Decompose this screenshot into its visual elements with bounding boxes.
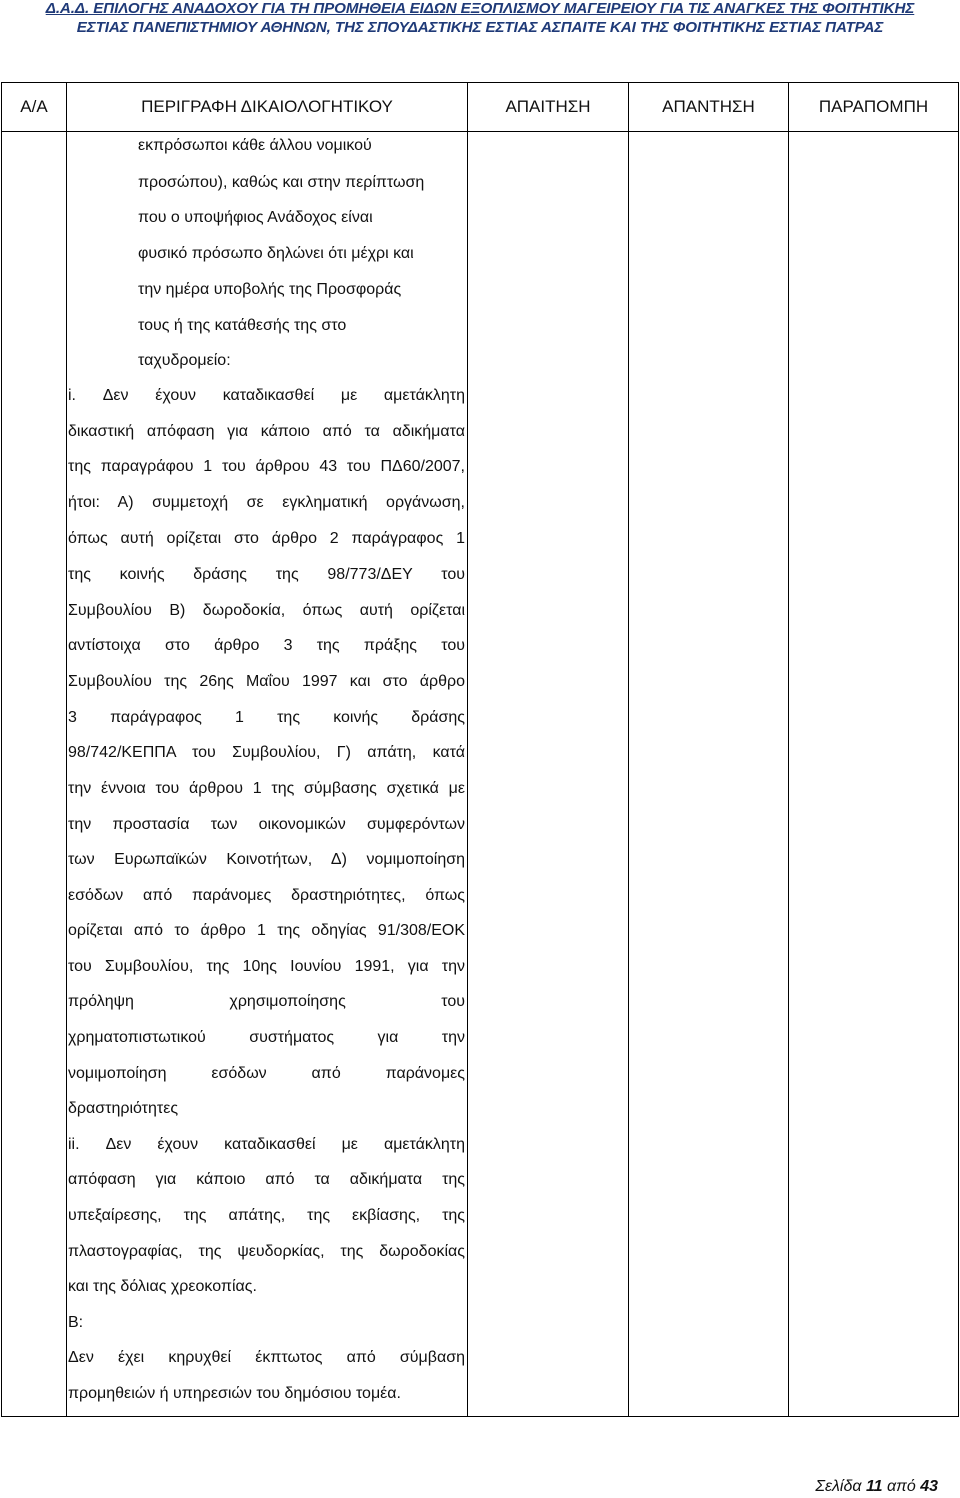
column-header-reference: ΠΑΡΑΠΟΜΠΗ [818, 97, 929, 116]
page-number-footer [815, 1478, 938, 1496]
description-line: φυσικό πρόσωπο δηλώνει ότι μέχρι και [138, 245, 414, 262]
description-line: i. Δεν έχουν καταδικασθεί με αμετάκλητη [68, 387, 465, 404]
column-header-answer: ΑΠΑΝΤΗΣΗ [662, 97, 755, 116]
column-header-aa: Α/Α [20, 97, 48, 116]
current-page-number: 11 [865, 1478, 883, 1495]
description-line: των Ευρωπαϊκών Κοινοτήτων, Δ) νομιμοποίηση [68, 851, 465, 868]
description-line: προσώπου), καθώς και στην περίπτωση [138, 174, 425, 191]
description-line: χρηματοπιστωτικού συστήματος για την [68, 1029, 465, 1046]
description-line: της παραγράφου 1 του άρθρου 43 του ΠΔ60/2007, [68, 458, 465, 475]
column-header-requirement: ΑΠΑΙΤΗΣΗ [505, 97, 591, 116]
description-line: ορίζεται από το άρθρο 1 της οδηγίας 91/308/ΕΟΚ [68, 922, 465, 939]
description-line: πρόληψη χρησιμοποίησης του [68, 993, 465, 1010]
footer-prefix: Σελίδα [815, 1478, 862, 1495]
description-line: όπως αυτή ορίζεται στο άρθρο 2 παράγραφος 1 [68, 530, 465, 547]
description-line: δικαστική απόφαση για κάποιο από τα αδικήματα [68, 423, 465, 440]
description-line: ταχυδρομείο: [138, 352, 231, 369]
description-line: Δεν έχει κηρυχθεί έκπτωτος από σύμβαση [68, 1349, 465, 1366]
description-line: την ημέρα υποβολής της Προσφοράς [138, 281, 402, 298]
description-line: Β: [68, 1314, 84, 1331]
description-line: νομιμοποίηση εσόδων από παράνομες [68, 1065, 465, 1082]
description-line: την προστασία των οικονομικών συμφερόντων [68, 816, 465, 833]
description-line: την έννοια του άρθρου 1 της σύμβασης σχετικά με [68, 780, 465, 797]
description-line: της κοινής δράσης της 98/773/ΔΕΥ του [68, 566, 465, 583]
description-line: αντίστοιχα στο άρθρο 3 της πράξης του [68, 637, 465, 654]
header-line-1: Δ.Α.Δ. ΕΠΙΛΟΓΗΣ ΑΝΑΔΟΧΟΥ ΓΙΑ ΤΗ ΠΡΟΜΗΘΕΙΑ ΕΙΔΩΝ ΕΞΟΠΛΙΣΜΟΥ ΜΑΓΕΙΡΕΙΟΥ ΓΙΑ ΤΙΣ ΑΝΑΓΚΕΣ ΤΗΣ ΦΟΙΤΗΤΙΚΗΣ [45, 0, 915, 17]
description-line: ii. Δεν έχουν καταδικασθεί με αμετάκλητη [68, 1136, 465, 1153]
description-line: υπεξαίρεσης, της απάτης, της εκβίασης, της [68, 1207, 465, 1224]
column-header-description: ΠΕΡΙΓΡΑΦΗ ΔΙΚΑΙΟΛΟΓΗΤΙΚΟΥ [141, 97, 393, 116]
description-line: ήτοι: Α) συμμετοχή σε εγκληματική οργάνωση, [68, 494, 465, 511]
description-line: δραστηριότητες [68, 1100, 179, 1117]
description-line: και της δόλιας χρεοκοπίας. [68, 1278, 257, 1295]
total-page-count: 43 [920, 1478, 938, 1495]
footer-middle: από [887, 1478, 916, 1495]
description-line: εκπρόσωποι κάθε άλλου νομικού [138, 137, 372, 154]
description-line: απόφαση για κάποιο από τα αδικήματα της [68, 1171, 465, 1188]
description-line: εσόδων από παράνομες δραστηριότητες, όπως [68, 887, 465, 904]
description-line: προμηθειών ή υπηρεσιών του δημόσιου τομέα. [68, 1385, 401, 1402]
header-line-2: ΕΣΤΙΑΣ ΠΑΝΕΠΙΣΤΗΜΙΟΥ ΑΘΗΝΩΝ, ΤΗΣ ΣΠΟΥΔΑΣΤΙΚΗΣ ΕΣΤΙΑΣ ΑΣΠΑΙΤΕ ΚΑΙ ΤΗΣ ΦΟΙΤΗΤΙΚΗΣ ΕΣΤΙΑΣ ΠΑΤΡΑΣ [76, 19, 884, 36]
description-line: 3 παράγραφος 1 της κοινής δράσης [68, 709, 465, 726]
description-line: πλαστογραφίας, της ψευδορκίας, της δωροδοκίας [68, 1243, 465, 1260]
description-line: που ο υποψήφιος Ανάδοχος είναι [138, 209, 373, 226]
description-line: Συμβουλίου Β) δωροδοκία, όπως αυτή ορίζεται [68, 602, 465, 619]
description-line: τους ή της κατάθεσής της στο [138, 317, 347, 334]
description-line: του Συμβουλίου, της 10ης Ιουνίου 1991, για την [68, 958, 465, 975]
description-line: Συμβουλίου της 26ης Μαΐου 1997 και στο άρθρο [68, 673, 465, 690]
description-line: 98/742/ΚΕΠΠΑ του Συμβουλίου, Γ) απάτη, κατά [68, 744, 465, 761]
